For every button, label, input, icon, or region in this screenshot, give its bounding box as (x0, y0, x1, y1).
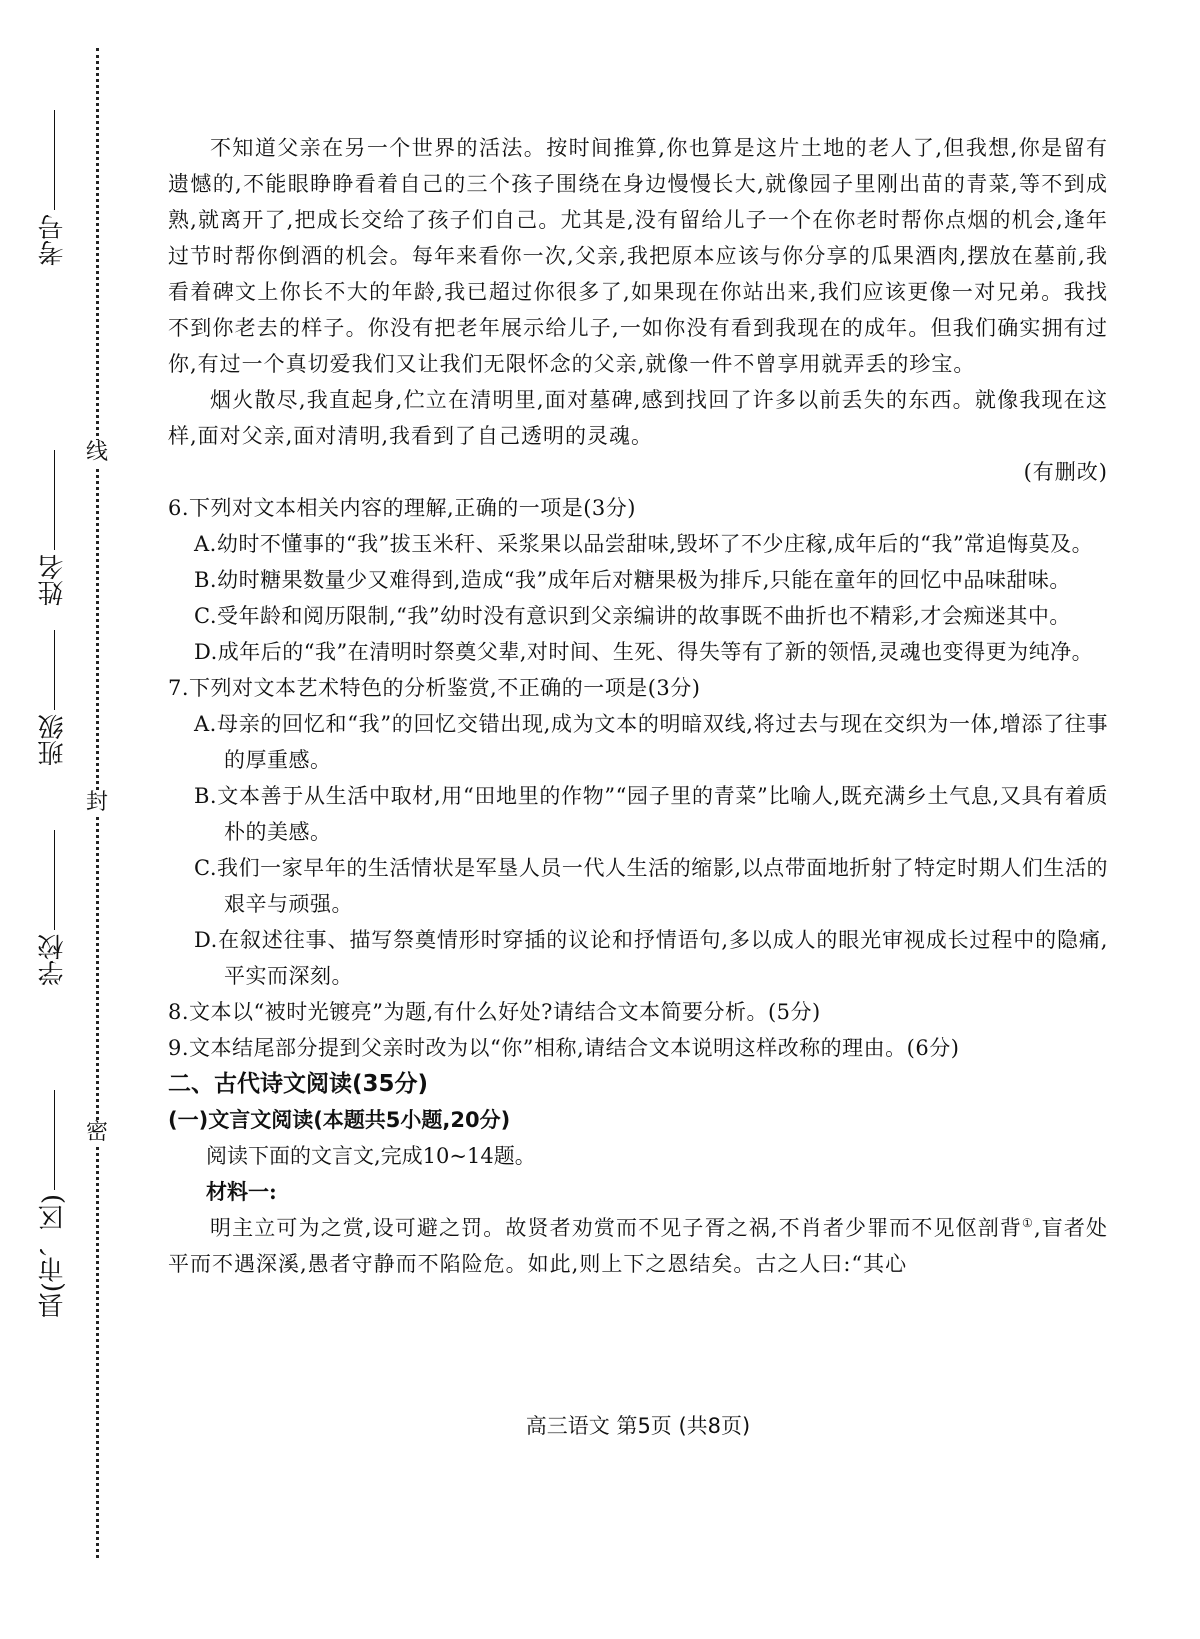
option-c: C.受年龄和阅历限制,“我”幼时没有意识到父亲编讲的故事既不曲折也不精彩,才会痴迷其中。 (194, 604, 1071, 628)
seal-char-xian: 线 (85, 440, 108, 465)
material-text (168, 1210, 1108, 1282)
name-field[interactable] (30, 450, 90, 610)
source-note: (有删改) (1023, 460, 1108, 484)
district-line (54, 1090, 55, 1190)
district-field[interactable] (30, 1090, 90, 1420)
exam-number-label: 考号 (38, 214, 68, 266)
material-text-part1: 明主立可为之赏,设可避之罚。故贤者劝赏而不见子胥之祸,不肖者少罪而不见伛剖背 (210, 1216, 1023, 1240)
question-8: 8.文本以“被时光镀亮”为题,有什么好处?请结合文本简要分析。(5分) (168, 1000, 821, 1024)
option-b: B.文本善于从生活中取材,用“田地里的作物”“园子里的青菜”比喻人,既充满乡土气息,又具有着质朴的美感。 (194, 784, 1108, 844)
subsection-title: (一)文言文阅读(本题共5小题,20分) (168, 1108, 511, 1132)
class-line (54, 630, 55, 710)
school-label: 学校 (38, 934, 68, 986)
question-7 (168, 670, 1108, 994)
exam-number-line (54, 110, 55, 210)
option-a: A.母亲的回忆和“我”的回忆交错出现,成为文本的明暗双线,将过去与现在交织为一体,增添了往事的厚重感。 (194, 712, 1108, 772)
option-b: B.幼时糖果数量少又难得到,造成“我”成年后对糖果极为排斥,只能在童年的回忆中品味甜味。 (194, 568, 1071, 592)
question-stem: 7.下列对文本艺术特色的分析鉴赏,不正确的一项是(3分) (168, 676, 701, 700)
question-stem: 6.下列对文本相关内容的理解,正确的一项是(3分) (168, 496, 636, 520)
name-label: 姓名 (38, 554, 68, 606)
reading-instruction: 阅读下面的文言文,完成10~14题。 (206, 1144, 536, 1168)
option-a: A.幼时不懂事的“我”拔玉米秆、采浆果以品尝甜味,毁坏了不少庄稼,成年后的“我”常追悔莫及。 (194, 532, 1094, 556)
section-title: 二、古代诗文阅读(35分) (168, 1071, 429, 1097)
passage-paragraph: 烟火散尽,我直起身,伫立在清明里,面对墓碑,感到找回了许多以前丢失的东西。就像我现在这样,面对父亲,面对清明,我看到了自己透明的灵魂。 (168, 388, 1108, 448)
name-line (54, 450, 55, 550)
option-d: D.成年后的“我”在清明时祭奠父辈,对时间、生死、得失等有了新的领悟,灵魂也变得更为纯净。 (194, 640, 1094, 664)
footnote-marker: ① (1022, 1216, 1034, 1230)
seal-char-mi: 密 (85, 1120, 108, 1145)
class-field[interactable] (30, 630, 90, 790)
binding-margin (0, 0, 140, 1639)
district-label: 县(市、区) (38, 1194, 68, 1319)
option-c: C.我们一家早年的生活情状是军垦人员一代人生活的缩影,以点带面地折射了特定时期人们生活的艰辛与顽强。 (194, 856, 1108, 916)
class-label: 班级 (38, 714, 68, 766)
option-d: D.在叙述往事、描写祭奠情形时穿插的议论和抒情语句,多以成人的眼光审视成长过程中的隐痛,平实而深刻。 (194, 928, 1108, 988)
seal-char-feng: 封 (85, 790, 108, 815)
page-footer: 高三语文 第5页 (共8页) (525, 1414, 751, 1438)
question-9: 9.文本结尾部分提到父亲时改为以“你”相称,请结合文本说明这样改称的理由。(6分) (168, 1036, 960, 1060)
exam-number-field[interactable] (30, 110, 90, 270)
question-6 (168, 490, 1108, 670)
passage-paragraph: 不知道父亲在另一个世界的活法。按时间推算,你也算是这片土地的老人了,但我想,你是留有遗憾的,不能眼睁睁看着自己的三个孩子围绕在身边慢慢长大,就像园子里刚出苗的青菜,等不到成熟,就离开了,把成长交给了孩子们自己。尤其是,没有留给儿子一个在你老时帮你点烟的机会,逢年过节时帮你倒酒的机会。每年来看你一次,父亲,我把原本应该与你分享的瓜果酒肉,摆放在墓前,我看着碑文上你长不大的年龄,我已超过你很多了,如果现在你站出来,我们应该更像一对兄弟。我找不到你老去的样子。你没有把老年展示给儿子,一如你没有看到我现在的成年。但我们确实拥有过你,有过一个真切爱我们又让我们无限怀念的父亲,就像一件不曾享用就弄丢的珍宝。 (168, 136, 1108, 376)
school-line (54, 830, 55, 930)
material-label: 材料一: (206, 1179, 277, 1204)
page-content (168, 130, 1108, 1282)
school-field[interactable] (30, 830, 90, 990)
material-text-part2: ,盲者处平而不遇深溪,愚者守静而不陷险危。如此,则上下之恩结矣。古之人曰:“其心 (168, 1216, 1108, 1276)
